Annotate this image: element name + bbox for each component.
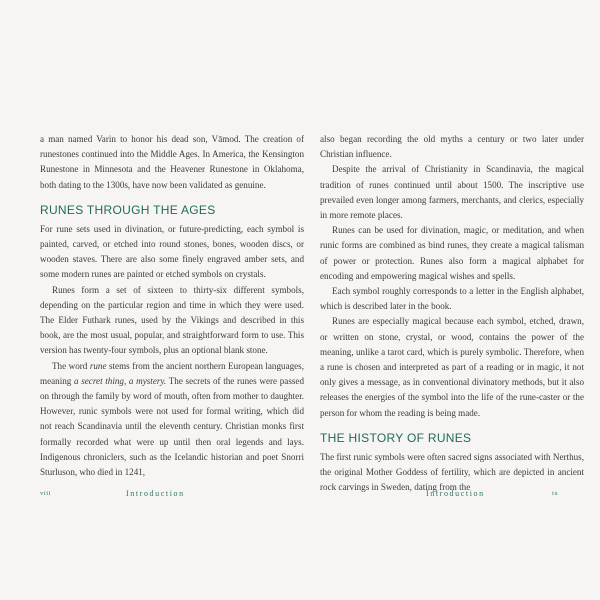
paragraph: The first runic symbols were often sacred signs associated with Nerthus, the original Mother Goddess of fertility, which are depicted in ancient rock carvings in Sweden, dating from the xyxy=(320,451,584,493)
emphasis-text: rune xyxy=(89,360,107,371)
paragraph: Runes can be used for divination, magic, or meditation, and when runic forms are combined as bind runes, they create a magical talisman of power or protection. Runes also form a magical alphabet for encoding and empowering magical wishes and spells. xyxy=(320,225,584,281)
text-run: The word xyxy=(52,360,90,371)
page-number-left: viii xyxy=(40,490,52,497)
running-footer-right: Introduction xyxy=(426,489,485,498)
paragraph xyxy=(40,359,304,481)
paragraph: a man named Varin to honor his dead son, Vāmod. The creation of runestones continued into the Middle Ages. In America, the Kensington Runestone in Minnesota and the Heavener Runestone in Oklahoma, both dating to the 1300s, have now been validated as genuine. xyxy=(40,134,304,190)
paragraph: Runes are especially magical because each symbol, etched, drawn, or written on stone, crystal, or wood, contains the power of the meaning, unlike a tarot card, which is purely symbolic. Therefore, when a rune is chosen and interpreted as part of a reading or in magic, it not only gives a message, as in conventional divinatory methods, but it also releases the energies of the symbol into the life of the rune-caster or the person for whom the reading is being made. xyxy=(320,316,584,418)
right-page xyxy=(320,132,584,495)
paragraph: Runes form a set of sixteen to thirty-six different symbols, depending on the particular region and time in which they were used. The Elder Futhark runes, used by the Vikings and described in this book, are the most usual, popular, and straightforward form to use. This version has twenty-four symbols, plus an optional blank stone. xyxy=(40,284,304,356)
section-heading: THE HISTORY OF RUNES xyxy=(320,430,472,445)
text-run: The secrets of the runes were passed on through the family by word of mouth, often from mother to daughter. However, runic symbols were not used for formal writing, which did not reach Scandinavia until the eleventh century. Christian monks first formally recorded what were up until then oral legends and lays. Indigenous chroniclers, such as the Icelandic historian and poet Snorri Sturluson, who died in 1241, xyxy=(40,375,304,478)
left-page xyxy=(40,132,304,480)
text-run: stems from the ancient northern European languages, meaning xyxy=(40,360,304,386)
paragraph: For rune sets used in divination, or future-predicting, each symbol is painted, carved, or etched into round stones, bones, wooden discs, or wooden staves. There are also some finely engraved amber sets, and some modern runes are painted or etched symbols on crystals. xyxy=(40,223,304,280)
paragraph: Each symbol roughly corresponds to a letter in the English alphabet, which is described later in the book. xyxy=(320,286,584,312)
section-heading: RUNES THROUGH THE AGES xyxy=(40,202,216,217)
emphasis-text: a secret thing, a mystery. xyxy=(74,375,167,386)
page-number-right: ix xyxy=(552,490,559,497)
running-footer-left: Introduction xyxy=(126,489,185,498)
paragraph: also began recording the old myths a century or two later under Christian influence. xyxy=(320,134,584,160)
paragraph: Despite the arrival of Christianity in Scandinavia, the magical tradition of runes continued until about 1500. The inscriptive use prevailed even longer among farmers, merchants, and clerics, especially in more remote places. xyxy=(320,164,584,221)
